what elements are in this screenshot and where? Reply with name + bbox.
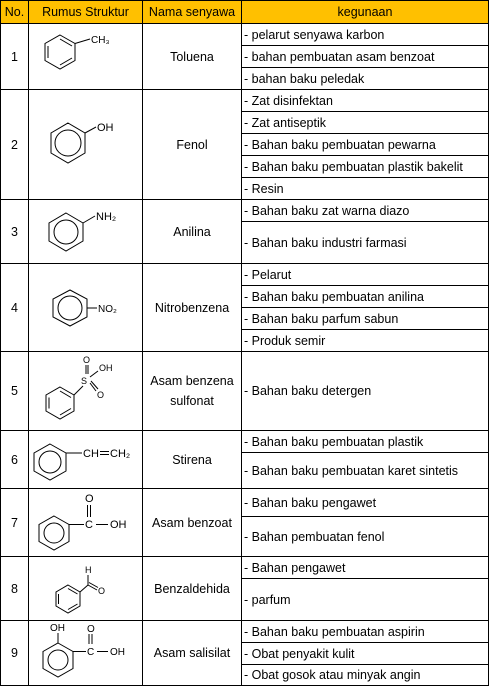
row-number: 1 [1,24,29,90]
formula-label: OH [109,647,125,658]
formula-label: C [84,518,93,531]
header-no: No. [1,1,29,24]
use-item: - Bahan baku pembuatan anilina [242,286,489,308]
row-number: 5 [1,352,29,431]
compound-name: Fenol [143,90,242,200]
row-number: 6 [1,431,29,489]
structure-cell [29,489,143,557]
nitrobenzene-structure-icon [30,278,142,338]
use-item: - Obat penyakit kulit [242,643,489,665]
formula-label: CH [82,447,99,460]
use-item: - Bahan baku pembuatan plastik [242,431,489,453]
use-item: - Bahan baku detergen [242,352,489,431]
compound-name: Toluena [143,24,242,90]
row-number: 2 [1,90,29,200]
structure-cell [29,352,143,431]
use-item: - pelarut senyawa karbon [242,24,489,46]
use-item: - Produk semir [242,330,489,352]
table-row [1,431,489,453]
table-row [1,621,489,643]
formula-label: OH [96,121,113,134]
formula-label: CH₃ [90,34,110,46]
structure-cell [29,200,143,264]
table-row [1,90,489,112]
table-row [1,24,489,46]
structure-cell [29,24,143,90]
aniline-structure-icon [30,201,142,263]
header-row [1,1,489,24]
benzaldehyde-structure-icon [30,559,142,619]
table-row [1,557,489,579]
header-structure: Rumus Struktur [29,1,143,24]
use-item: - Bahan baku pembuatan pewarna [242,134,489,156]
toluene-structure-icon [30,26,142,88]
use-item: - Bahan baku pembuatan karet sintetis [242,453,489,489]
structure-cell [29,90,143,200]
phenol-structure-icon [30,110,142,180]
use-item: - Bahan baku industri farmasi [242,222,489,264]
use-item: - Bahan pengawet [242,557,489,579]
use-item: - Bahan baku pembuatan plastik bakelit [242,156,489,178]
table-row [1,264,489,286]
formula-label: O [96,390,104,400]
use-item: - bahan baku peledak [242,68,489,90]
styrene-structure-icon [30,432,142,488]
use-item: - bahan pembuatan asam benzoat [242,46,489,68]
table-row [1,489,489,517]
table-row [1,352,489,431]
formula-label: CH₂ [109,447,130,460]
use-item: - Bahan baku pembuatan aspirin [242,621,489,643]
formula-label: OH [109,518,126,531]
compound-name: Nitrobenzena [143,264,242,352]
benzenesulfonic-acid-structure-icon [30,353,142,429]
compound-name: Anilina [143,200,242,264]
formula-label: NO₂ [97,303,117,315]
use-item: - Bahan baku pengawet [242,489,489,517]
compound-name: Benzaldehida [143,557,242,621]
formula-label: S [80,376,87,386]
table-row [1,200,489,222]
use-item: - Bahan pembuatan fenol [242,517,489,557]
row-number: 9 [1,621,29,686]
use-item: - Zat disinfektan [242,90,489,112]
benzoic-acid-structure-icon [30,490,142,556]
formula-label: OH [98,363,112,373]
use-item: - Pelarut [242,264,489,286]
structure-cell [29,431,143,489]
formula-label: O [82,355,90,365]
compound-name: Stirena [143,431,242,489]
formula-label: H [84,564,91,575]
formula-label: OH [49,623,65,634]
formula-label: O [97,585,105,596]
row-number: 4 [1,264,29,352]
compound-name: Asam salisilat [143,621,242,686]
header-name: Nama senyawa [143,1,242,24]
formula-label: O [84,492,94,505]
structure-cell [29,557,143,621]
compound-name: Asam benzoat [143,489,242,557]
use-item: - Resin [242,178,489,200]
use-item: - parfum [242,579,489,621]
salicylic-acid-structure-icon [30,621,142,685]
row-number: 3 [1,200,29,264]
formula-label: O [86,624,95,635]
header-uses: kegunaan [242,1,489,24]
use-item: - Obat gosok atau minyak angin [242,665,489,686]
structure-cell [29,621,143,686]
structure-cell [29,264,143,352]
row-number: 8 [1,557,29,621]
use-item: - Bahan baku zat warna diazo [242,200,489,222]
formula-label: C [86,647,94,658]
use-item: - Bahan baku parfum sabun [242,308,489,330]
compound-name: Asam benzena sulfonat [143,352,242,431]
use-item: - Zat antiseptik [242,112,489,134]
row-number: 7 [1,489,29,557]
formula-label: NH₂ [95,210,116,223]
